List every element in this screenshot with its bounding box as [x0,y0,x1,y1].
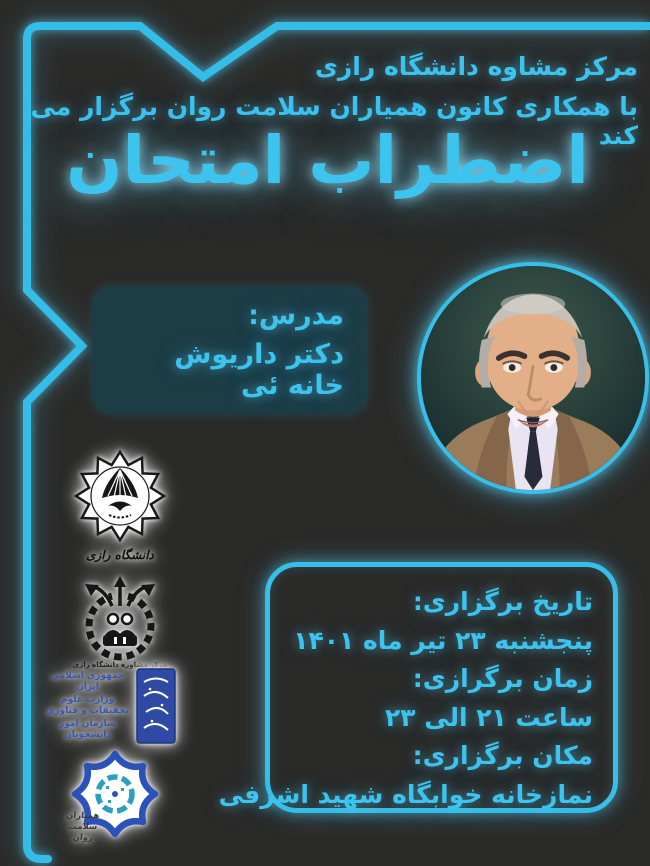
instructor-photo [417,262,649,494]
poster-title: اضطراب امتحان [66,122,589,199]
student-affairs-line3: سازمان امور دانشجویان [59,719,116,740]
time-label: زمان برگرازی: [412,664,593,693]
date-value: پنجشنبه ۲۳ تیر ماه ۱۴۰۱ [293,625,593,655]
mental-health-helpers-logo [60,742,172,860]
razi-university-logo [66,444,174,568]
helpers-caption-line3: روان [72,832,94,843]
location-label: مکان برگزاری: [412,741,593,770]
organizer-line: مرکز مشاوه دانشگاه رازی [314,52,638,81]
cooperation-line: با همکاری کانون همیاران سلامت روان برگزار می کند [30,92,638,150]
instructor-name: دکتر داریوش خانه ئی [174,338,344,401]
date-label: تاریخ برگزاری: [412,587,593,616]
schedule-box [218,562,618,813]
time-value: ساعت ۲۱ الی ۲۳ [385,702,593,732]
student-affairs-logo [44,666,176,746]
portrait-illustration [421,266,645,490]
helpers-logo-caption [66,811,99,844]
helpers-caption-line2: سلامت [67,821,98,832]
instructor-box [92,286,368,414]
location-value: نمازخانه خوابگاه شهید اشرفی [218,779,593,809]
instructor-label: مدرس: [248,299,344,331]
student-affairs-seal [136,668,176,744]
razi-logo-caption: دانشگاه رازی [86,548,154,562]
counseling-logo-caption: مرکز مشاوره دانشگاه رازی [72,661,168,669]
counseling-center-logo [70,572,170,672]
student-affairs-line1: جمهوری اسلامی ایران [50,671,125,692]
student-affairs-line2: وزارت علوم تحقیقات و فناوری [46,695,129,716]
helpers-caption-line1: همیاران [65,810,100,821]
